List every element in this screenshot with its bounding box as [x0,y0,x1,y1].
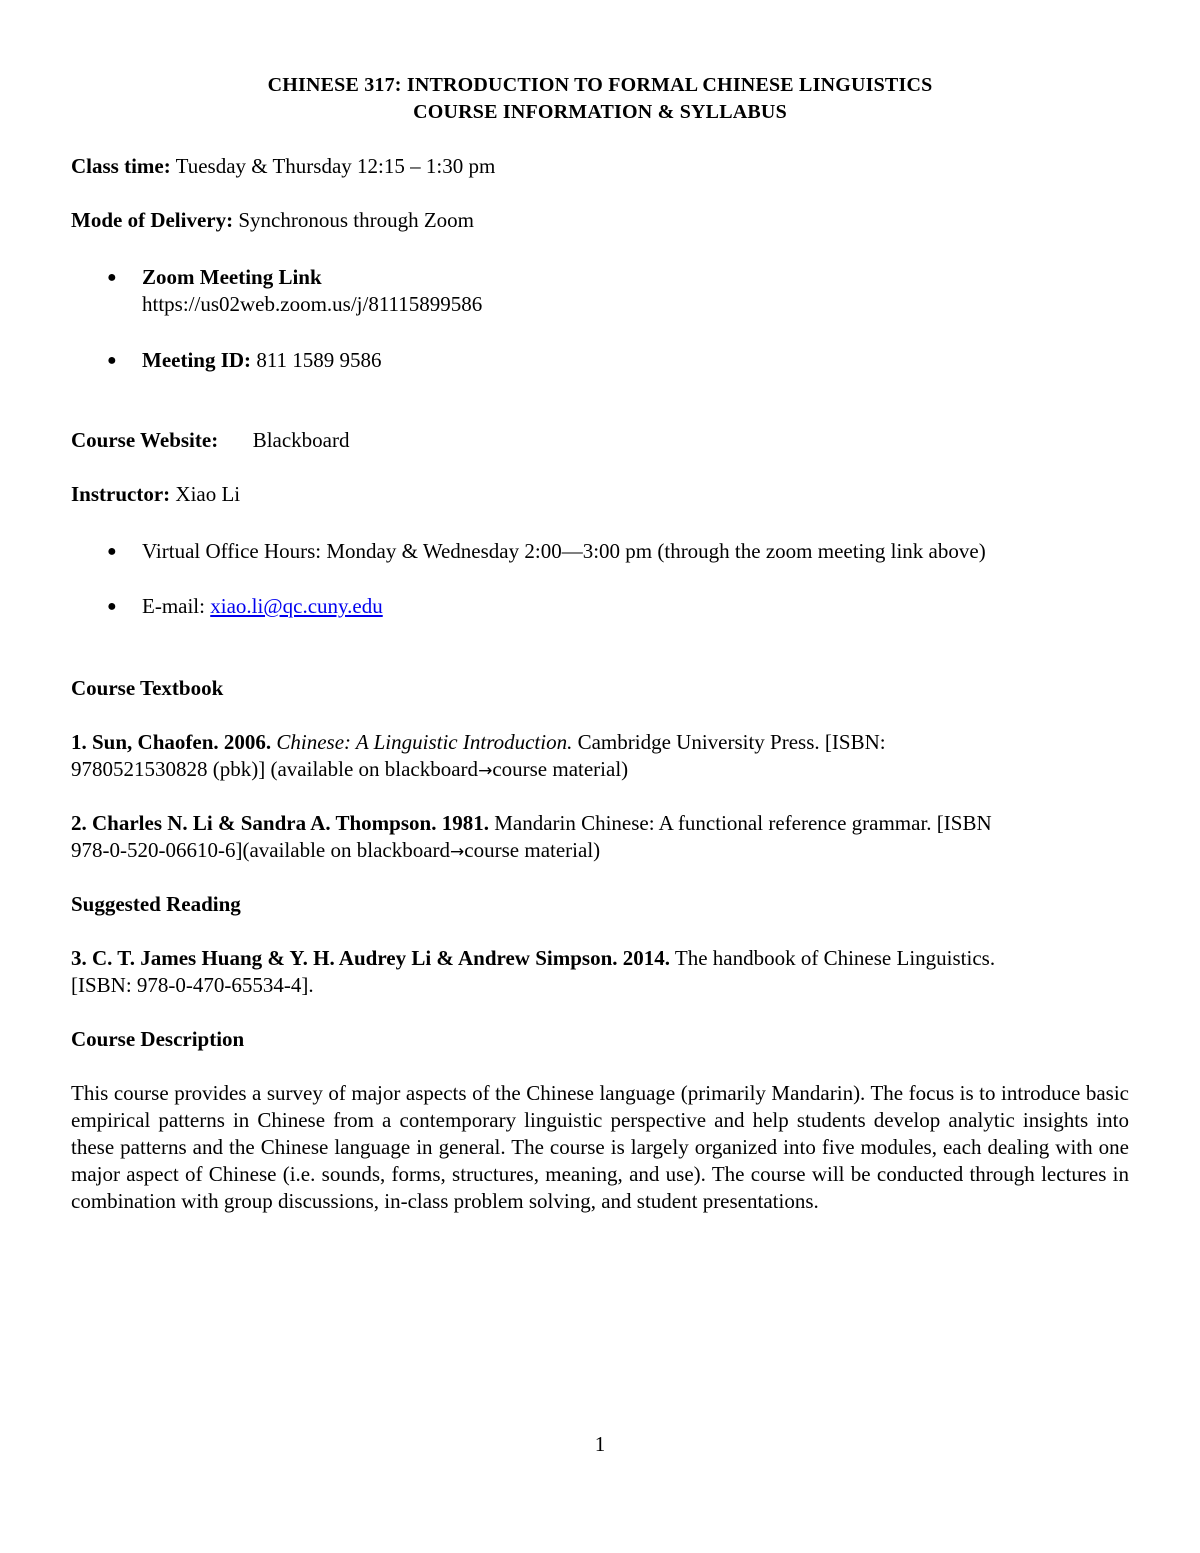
textbook-2-location: course material) [464,838,601,862]
arrow-right-icon: → [450,842,465,862]
meeting-id [142,347,382,374]
meeting-id-value: 811 1589 9586 [256,348,382,372]
textbook-1-line-2 [71,756,628,785]
course-website [71,427,349,454]
textbook-2-line-1 [71,810,992,837]
class-time [71,153,495,180]
suggested-heading-text: Suggested Reading [71,892,241,916]
website-value: Blackboard [252,428,350,452]
delivery-label: Mode of Delivery: [71,208,234,232]
delivery-mode [71,207,474,234]
instructor [71,481,240,508]
textbook-1-title: Chinese: A Linguistic Introduction. [276,730,573,754]
bullet-icon: ● [107,598,117,615]
bullet-icon: ● [107,269,117,286]
email-label: E-mail: [142,594,205,618]
zoom-url[interactable]: https://us02web.zoom.us/j/81115899586 [142,292,483,316]
textbook-heading [71,675,223,702]
textbook-1-location: course material) [492,757,629,781]
meeting-id-label: Meeting ID: [142,348,252,372]
zoom-link-heading: Zoom Meeting Link [142,265,322,289]
instructor-email [142,593,383,620]
page-number: 1 [594,1432,606,1456]
textbook-2-title: Mandarin Chinese: A functional reference grammar. [ISBN [494,811,992,835]
description-heading-text: Course Description [71,1027,245,1051]
bullet-icon: ● [107,543,117,560]
suggested-heading [71,891,241,918]
textbook-2-line-2 [71,837,600,866]
email-link[interactable]: xiao.li@qc.cuny.edu [210,594,383,618]
textbook-1-isbn: 9780521530828 (pbk)] (available on blackboard [71,757,479,781]
reading-3-line-1 [71,945,995,972]
class-time-label: Class time: [71,154,171,178]
textbook-2-isbn: 978-0-520-06610-6](available on blackboard [71,838,451,862]
arrow-right-icon: → [478,761,493,781]
course-description: This course provides a survey of major aspects of the Chinese language (primarily Mandarin). The focus is to introduce basic empirical patterns in Chinese from a contemporary linguistic perspective and help students develop analytic insights into these patterns and the Chinese language in general. The course is largely organized into five modules, each dealing with one major aspect of Chinese (i.e. sounds, forms, structures, meaning, and use). The course will be conducted through lectures in combination with group discussions, in-class problem solving, and student presentations. [71,1081,1129,1213]
reading-3-author: 3. C. T. James Huang & Y. H. Audrey Li & Andrew Simpson. 2014. [71,946,670,970]
bullet-icon: ● [107,352,117,369]
website-label: Course Website: [71,428,219,452]
reading-3-title: The handbook of Chinese Linguistics. [674,946,996,970]
textbook-1-author: 1. Sun, Chaofen. 2006. [71,730,272,754]
textbook-heading-text: Course Textbook [71,676,224,700]
instructor-label: Instructor: [71,482,171,506]
course-subtitle: COURSE INFORMATION & SYLLABUS [413,101,787,123]
textbook-1-publisher: Cambridge University Press. [ISBN: [577,730,886,754]
description-heading [71,1026,244,1053]
class-time-value: Tuesday & Thursday 12:15 – 1:30 pm [175,154,496,178]
zoom-link-label [142,264,322,291]
textbook-1-line-1 [71,729,886,756]
course-title: CHINESE 317: INTRODUCTION TO FORMAL CHINESE LINGUISTICS [267,74,933,96]
textbook-2-author: 2. Charles N. Li & Sandra A. Thompson. 1981. [71,811,489,835]
instructor-name: Xiao Li [175,482,241,506]
delivery-value: Synchronous through Zoom [238,208,475,232]
office-hours: Virtual Office Hours: Monday & Wednesday 2:00—3:00 pm (through the zoom meeting link above) [142,539,986,563]
reading-3-isbn: [ISBN: 978-0-470-65534-4]. [71,973,314,997]
